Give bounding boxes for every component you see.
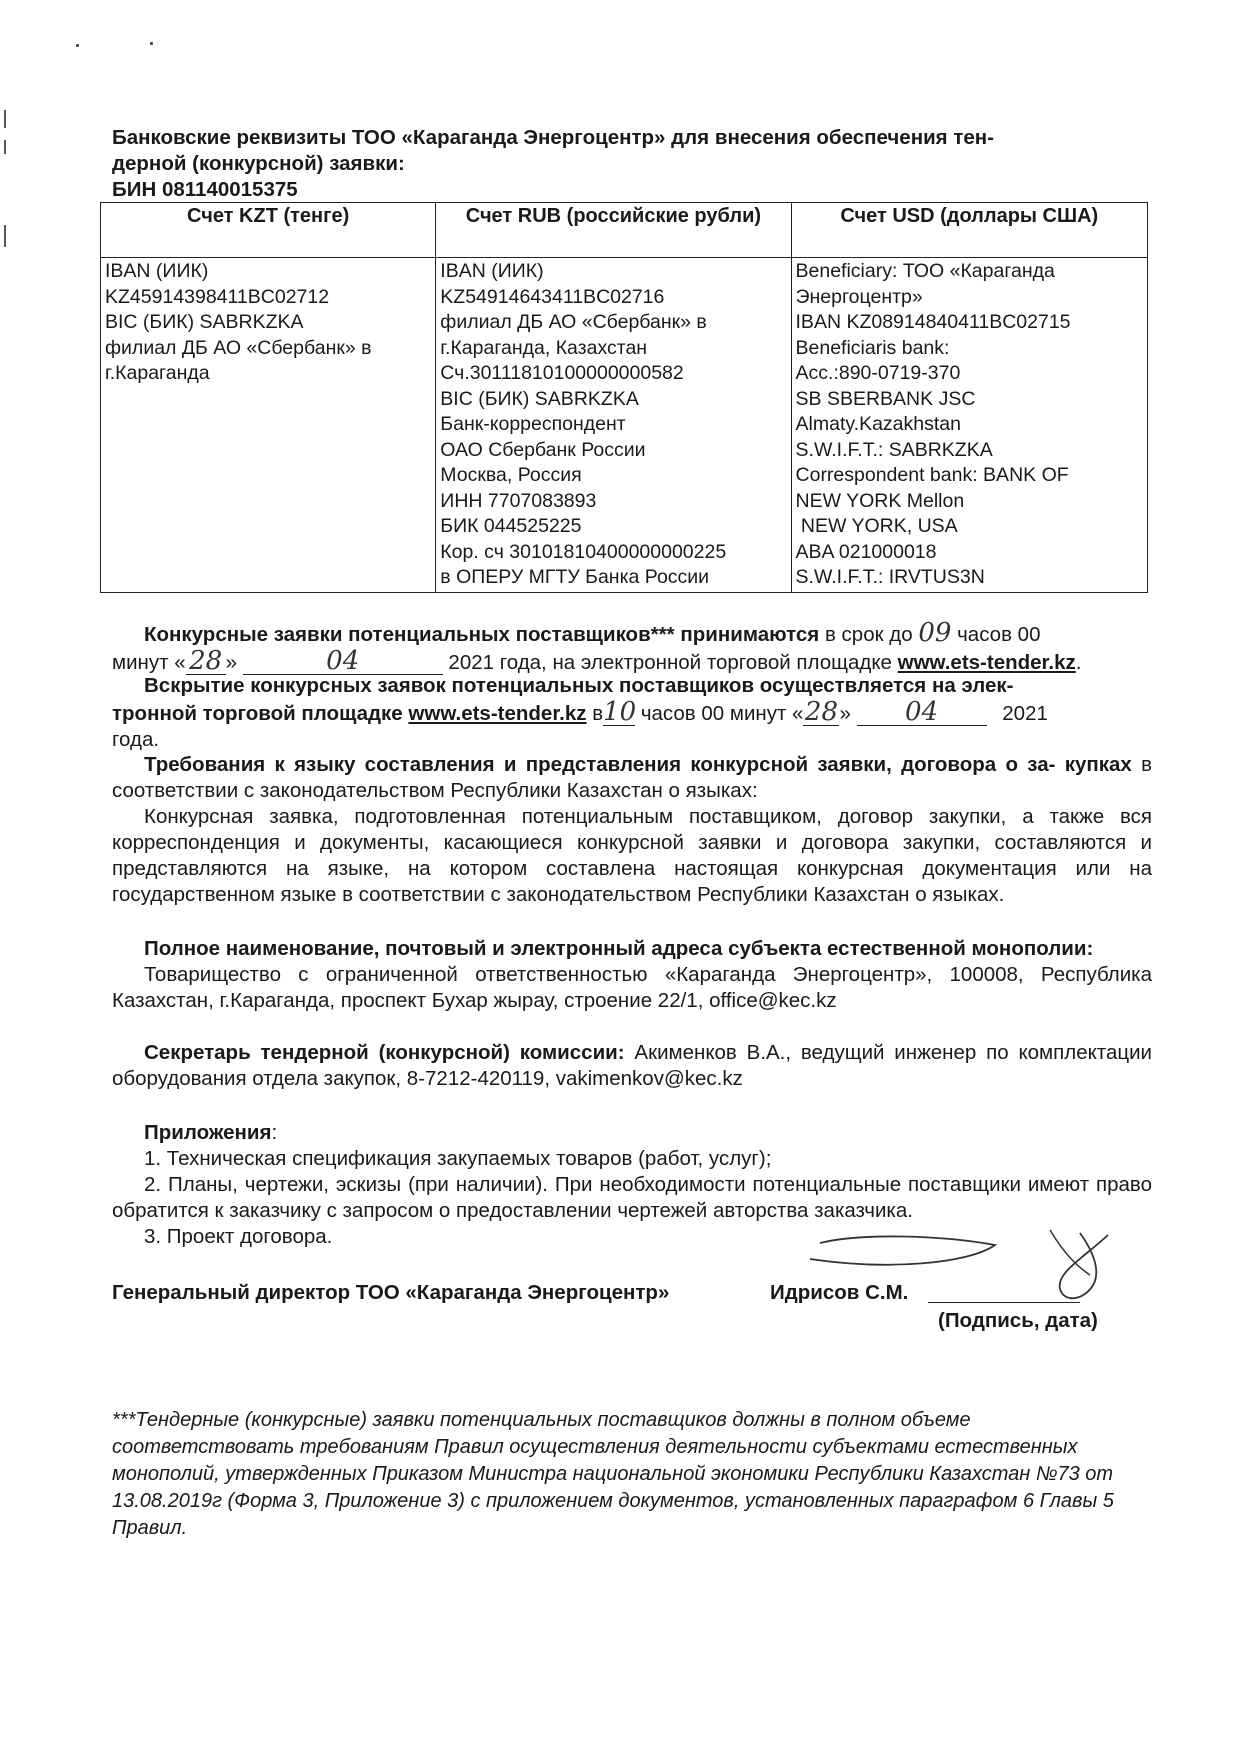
- director-name: Идрисов С.М.: [770, 1281, 909, 1304]
- scan-speck: [150, 42, 153, 45]
- handwritten-hour: 10: [603, 697, 637, 727]
- opening-text: года.: [112, 728, 160, 751]
- secretary-paragraph: [112, 1040, 1152, 1092]
- heading-line-1: Банковские реквизиты ТОО «Караганда Энергоцентр» для внесения обеспечения тен-: [112, 126, 994, 149]
- usd-line: SB SBERBANK JSC: [795, 387, 976, 410]
- usd-details-cell: [791, 258, 1147, 593]
- rub-line: BIC (БИК) SABRKZKA: [440, 387, 639, 410]
- rub-line: ИНН 7707083893: [440, 489, 597, 512]
- ets-tender-link[interactable]: www.ets-tender.kz: [897, 651, 1076, 674]
- monopoly-paragraph: [112, 936, 1152, 1014]
- rub-line: Москва, Россия: [440, 464, 582, 486]
- appendices-colon: :: [271, 1121, 278, 1144]
- submission-deadline-paragraph: [112, 620, 1152, 676]
- usd-line: S.W.I.F.T.: SABRKZKA: [795, 438, 993, 461]
- usd-line: IBAN KZ08914840411BC02715: [795, 311, 1071, 333]
- rub-line: Кор. сч 30101810400000000225: [440, 540, 727, 563]
- language-requirements-paragraph: [112, 752, 1152, 908]
- language-heading-rest: в соответствии с законодательством Республики Казахстан о языках:: [112, 753, 1152, 802]
- handwritten-month: 04: [243, 648, 443, 675]
- bank-details-heading: [112, 125, 1147, 203]
- rub-line: IBAN (ИИК): [440, 260, 544, 282]
- rub-line: БИК 044525225: [440, 515, 582, 537]
- submission-lead: Конкурсные заявки потенциальных поставщиков***: [144, 623, 675, 646]
- language-heading: Требования к языку составления и представления конкурсной заявки, договора о за-: [144, 753, 1056, 776]
- opening-text: »: [839, 702, 851, 725]
- opening-text: в: [592, 702, 604, 725]
- rub-line: в ОПЕРУ МГТУ Банка России: [440, 566, 710, 588]
- rub-line: Сч.30111810100000000582: [440, 362, 684, 384]
- appendix-item: 3. Проект договора.: [144, 1225, 333, 1248]
- handwritten-month: 04: [857, 699, 987, 726]
- kzt-line: BIC (БИК) SABRKZKA: [105, 311, 304, 333]
- submission-text: .: [1075, 651, 1082, 674]
- opening-bold-line: Вскрытие конкурсных заявок потенциальных поставщиков осуществляется на элек-: [144, 674, 1014, 697]
- kzt-line: филиал ДБ АО «Сбербанк» в: [105, 336, 372, 359]
- usd-line: Almaty.Kazakhstan: [795, 413, 961, 435]
- opening-text: 2021: [1002, 702, 1048, 725]
- handwritten-signature: [790, 1225, 1150, 1320]
- appendix-item: 1. Техническая спецификация закупаемых товаров (работ, услуг);: [144, 1147, 772, 1170]
- appendix-item: 2. Планы, чертежи, эскизы (при наличии). При необходимости потенциальные поставщики имеют право обратится к заказчику с запросом о предоставлении чертежей авторства заказчика.: [112, 1173, 1152, 1222]
- usd-line: Beneficiaris bank:: [795, 336, 950, 359]
- secretary-body: Акименков В.А., ведущий инженер по комплектации оборудования отдела закупок, 8-7212-420119, vakimenkov@kec.kz: [112, 1041, 1152, 1090]
- ets-tender-link[interactable]: www.ets-tender.kz: [408, 702, 587, 725]
- scan-edge-mark: [4, 225, 6, 247]
- kzt-line: г.Караганда: [105, 362, 210, 384]
- secretary-heading: Секретарь тендерной (конкурсной) комиссии:: [144, 1041, 625, 1064]
- handwritten-day: 28: [186, 648, 226, 675]
- bank-details-table: [100, 202, 1148, 593]
- submission-text: часов 00: [957, 623, 1041, 646]
- appendices-title: Приложения: [144, 1121, 272, 1144]
- scan-edge-mark: [4, 110, 6, 128]
- usd-line: Correspondent bank: BANK OF: [795, 464, 1069, 486]
- language-body: Конкурсная заявка, подготовленная потенциальным поставщиком, договор закупки, а также вся корреспонденция и документы, касающиеся конкурсной заявки и договора закупки, составляются и представляются на языке, на котором составлена настоящая конкурсная документация или на государственном языке в соответствии с законодательством Республики Казахстан о языках.: [112, 805, 1152, 906]
- footnote: ***Тендерные (конкурсные) заявки потенциальных поставщиков должны в полном объеме соответствовать требованиям Правил осуществления деятельности субъектами естественных монополий, утвержденных Приказом Министра национальной экономики Республики Казахстан №73 от 13.08.2019г (Форма 3, Приложение 3) с приложением документов, установленных параграфом 6 Главы 5 Правил.: [112, 1409, 1114, 1539]
- rub-line: KZ54914643411BC02716: [440, 285, 665, 308]
- usd-column-header: Счет USD (доллары США): [791, 203, 1147, 258]
- table-header-row: [101, 203, 1148, 258]
- rub-line: г.Караганда, Казахстан: [440, 336, 648, 359]
- usd-line: Acc.:890-0719-370: [795, 362, 961, 384]
- rub-line: филиал ДБ АО «Сбербанк» в: [440, 311, 707, 333]
- handwritten-day: 28: [804, 697, 839, 727]
- usd-line: Энергоцентр»: [795, 285, 923, 308]
- rub-column-header: Счет RUB (российские рубли): [436, 203, 791, 258]
- kzt-line: KZ45914398411BC02712: [105, 285, 330, 308]
- rub-line: ОАО Сбербанк России: [440, 438, 646, 461]
- submission-text: минут «: [112, 651, 186, 674]
- submission-text: 2021 года, на электронной торговой площадке: [448, 651, 892, 674]
- monopoly-heading: Полное наименование, почтовый и электронный адреса субъекта естественной монополии:: [144, 937, 1094, 960]
- rub-line: Банк-корреспондент: [440, 413, 626, 435]
- rub-details-cell: [436, 258, 791, 593]
- monopoly-body: Товарищество с ограниченной ответственностью «Караганда Энергоцентр», 100008, Республика Казахстан, г.Караганда, проспект Бухар жырау, строение 22/1, office@kec.kz: [112, 963, 1152, 1012]
- scan-edge-mark: [4, 140, 6, 154]
- language-heading-2: купках: [1064, 753, 1132, 776]
- opening-text: часов 00 минут «: [640, 702, 804, 725]
- submission-text: »: [225, 651, 238, 674]
- opening-bold-line-2: тронной торговой площадке: [112, 702, 403, 725]
- scan-speck: [76, 44, 79, 47]
- kzt-column-header: Счет KZT (тенге): [101, 203, 436, 258]
- bin-number: БИН 081140015375: [112, 178, 298, 201]
- usd-line: NEW YORK, USA: [795, 515, 958, 537]
- submission-verb: принимаются: [680, 623, 820, 646]
- usd-line: NEW YORK Mellon: [795, 489, 965, 512]
- opening-paragraph: [112, 673, 1152, 753]
- signature-caption: (Подпись, дата): [938, 1309, 1098, 1332]
- usd-line: S.W.I.F.T.: IRVTUS3N: [795, 566, 985, 588]
- kzt-line: IBAN (ИИК): [105, 260, 209, 282]
- usd-line: Beneficiary: ТОО «Караганда: [795, 260, 1055, 282]
- kzt-details-cell: [101, 258, 436, 593]
- heading-line-2: дерной (конкурсной) заявки:: [112, 152, 405, 175]
- director-position: Генеральный директор ТОО «Караганда Энергоцентр»: [112, 1281, 670, 1304]
- usd-line: ABA 021000018: [795, 540, 937, 563]
- handwritten-hour: 09: [918, 618, 952, 648]
- table-row: [101, 258, 1148, 593]
- submission-text: в срок до: [824, 623, 913, 646]
